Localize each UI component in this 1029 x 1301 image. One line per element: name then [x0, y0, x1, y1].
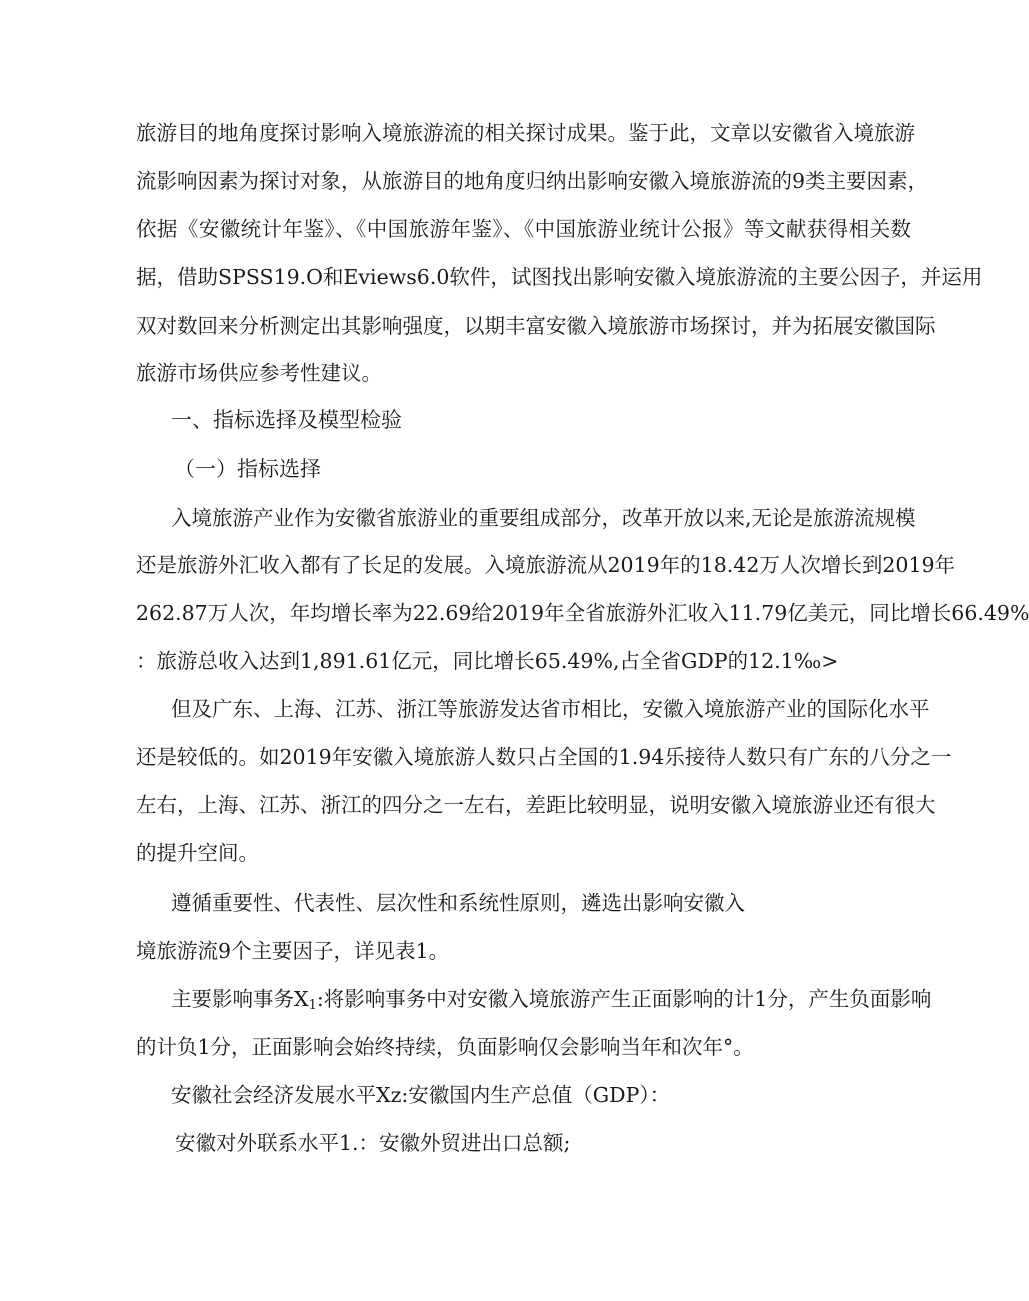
- para2-line-4: ：旅游总收入达到1,891.61亿元，同比增长65.49%,占全省GDP的12.1‰>: [136, 649, 839, 673]
- para2-line-1: 入境旅游产业作为安徽省旅游业的重要组成部分，改革开放以来,无论是旅游流规模: [171, 506, 916, 530]
- subsection-heading: （一）指标选择: [174, 457, 321, 481]
- intro-line-2: 流影响因素为探讨对象，从旅游目的地角度归纳出影响安徽入境旅游流的9类主要因素，: [136, 169, 929, 193]
- para3-line-3: 左右，上海、江苏、浙江的四分之一左右，差距比较明显，说明安徽入境旅游业还有很大: [136, 793, 936, 817]
- para2-line-3: 262.87万人次，年均增长率为22.69给2019年全省旅游外汇收入11.79亿美元，同比增长66.49%: [136, 601, 1029, 625]
- para4-line-1: 遵循重要性、代表性、层次性和系统性原则，遴选出影响安徽入: [171, 891, 745, 915]
- factor-x1-lead: 主要影响事务X: [171, 987, 309, 1011]
- factor-x1-line-1: [171, 984, 932, 1014]
- intro-line-3: 依据《安徽统计年鉴》、《中国旅游年鉴》、《中国旅游业统计公报》等文献获得相关数: [136, 217, 911, 241]
- para2-line-2: 还是旅游外汇收入都有了长足的发展。入境旅游流从2019年的18.42万人次增长到2019年: [136, 553, 956, 577]
- factor-x1-line-2: 的计负1分，正面影响会始终持续，负面影响仅会影响当年和次年°。: [136, 1035, 754, 1059]
- para3-line-2: 还是较低的。如2019年安徽入境旅游人数只占全国的1.94乐接待人数只有广东的八分之一: [136, 745, 952, 769]
- para3-line-4: 的提升空间。: [136, 841, 259, 865]
- para4-line-2: 境旅游流9个主要因子，详见表1。: [136, 939, 450, 963]
- factor-x2-line: 安徽社会经济发展水平Xz:安徽国内生产总值（GDP）：: [171, 1083, 671, 1107]
- intro-line-4: 据，借助SPSS19.O和Eviews6.0软件，试图找出影响安徽入境旅游流的主要公因子，并运用: [136, 265, 983, 289]
- factor-x1-rest: :将影响事务中对安徽入境旅游产生正面影响的计1分，产生负面影响: [316, 987, 932, 1011]
- factor-x3-line: 安徽对外联系水平1.：安徽外贸进出口总额;: [175, 1131, 571, 1155]
- factor-x1-subscript: 1: [308, 998, 317, 1013]
- intro-line-1: 旅游目的地角度探讨影响入境旅游流的相关探讨成果。鉴于此，文章以安徽省入境旅游: [136, 121, 915, 145]
- intro-line-6: 旅游市场供应参考性建议。: [136, 361, 382, 385]
- intro-line-5: 双对数回来分析测定出其影响强度，以期丰富安徽入境旅游市场探讨，并为拓展安徽国际: [136, 314, 936, 338]
- para3-line-1: 但及广东、上海、江苏、浙江等旅游发达省市相比，安徽入境旅游产业的国际化水平: [171, 697, 930, 721]
- section-heading: 一、指标选择及模型检验: [171, 408, 402, 432]
